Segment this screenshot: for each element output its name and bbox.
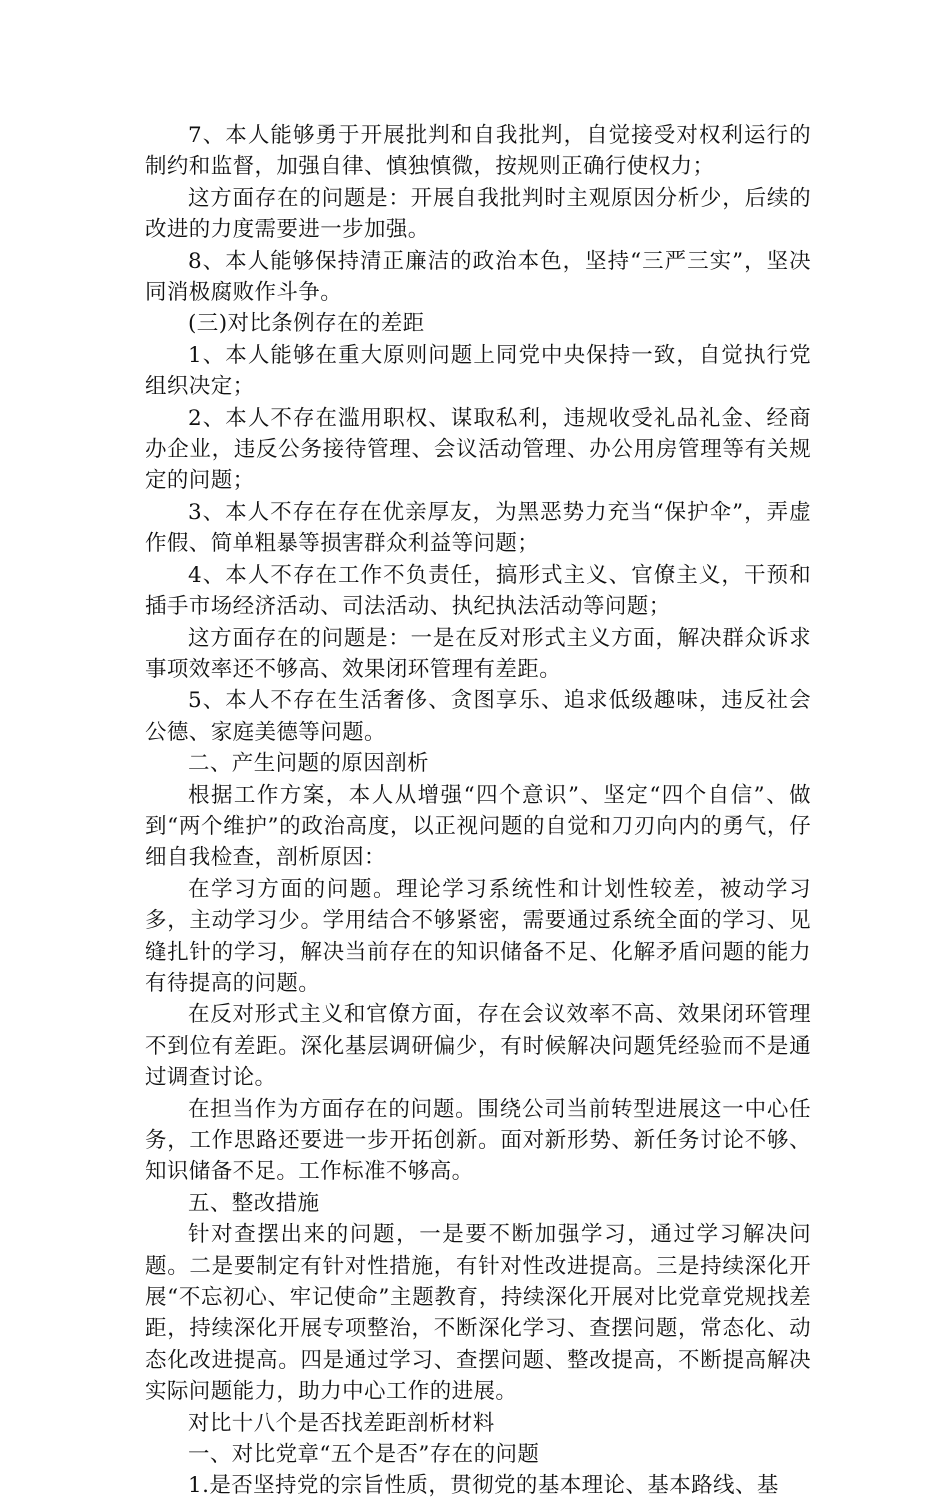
- document-subtitle-eighteen-checks: 对比十八个是否找差距剖析材料: [188, 1410, 495, 1436]
- document-body: [145, 120, 811, 1502]
- paragraph-item-4-formalism: 4、本人不存在工作不负责任，搞形式主义、官僚主义，干预和插手市场经济活动、司法活动、执纪执法活动等问题；: [145, 562, 811, 620]
- paragraph-item-8-integrity: 8、本人能够保持清正廉洁的政治本色，坚持“三严三实”，坚决同消极腐败作斗争。: [145, 248, 811, 306]
- paragraph-item-7-self-criticism: 7、本人能够勇于开展批判和自我批判，自觉接受对权利运行的制约和监督，加强自律、慎独慎微，按规则正确行使权力；: [145, 123, 811, 180]
- paragraph-cause-study: 在学习方面的问题。理论学习系统性和计划性较差，被动学习多，主动学习少。学用结合不够紧密，需要通过系统全面的学习、见缝扎针的学习，解决当前存在的知识储备不足、化解矛盾问题的能力有待提高的问题。: [145, 876, 811, 996]
- section-heading-party-constitution: 一、对比党章“五个是否”存在的问题: [188, 1442, 540, 1468]
- paragraph-item-3-favoritism: 3、本人不存在存在优亲厚友，为黑恶势力充当“保护伞”，弄虚作假、简单粗暴等损害群众利益等问题；: [145, 499, 811, 557]
- paragraph-cause-responsibility: 在担当作为方面存在的问题。围绕公司当前转型进展这一中心任务，工作思路还要进一步开拓创新。面对新形势、新任务讨论不够、知识储备不足。工作标准不够高。: [145, 1096, 811, 1185]
- paragraph-problem-self-criticism: 这方面存在的问题是：开展自我批判时主观原因分析少，后续的改进的力度需要进一步加强。: [145, 185, 811, 243]
- paragraph-item-5-lifestyle: 5、本人不存在生活奢侈、贪图享乐、追求低级趣味，违反社会公德、家庭美德等问题。: [145, 688, 811, 745]
- section-heading-cause-analysis: 二、产生问题的原因剖析: [188, 751, 429, 777]
- section-heading-regulations-gap: (三)对比条例存在的差距: [188, 311, 425, 337]
- paragraph-item-1-consistency: 1、本人能够在重大原则问题上同党中央保持一致，自觉执行党组织决定；: [145, 342, 811, 400]
- paragraph-cause-intro: 根据工作方案，本人从增强“四个意识”、坚定“四个自信”、做到“两个维护”的政治高度，以正视问题的自觉和刀刃向内的勇气，仔细自我检查，剖析原因：: [145, 782, 811, 871]
- section-heading-rectification: 五、整改措施: [188, 1190, 320, 1216]
- paragraph-rectification-measures: 针对查摆出来的问题，一是要不断加强学习，通过学习解决问题。二是要制定有针对性措施，有针对性改进提高。三是持续深化开展“不忘初心、牢记使命”主题教育，持续深化开展对比党章党规找差距，持续深化开展专项整治，不断深化学习、查摆问题，常态化、动态化改进提高。四是通过学习、查摆问题、整改提高，不断提高解决实际问题能力，助力中心工作的进展。: [145, 1222, 811, 1405]
- paragraph-item-2-abuse-of-power: 2、本人不存在滥用职权、谋取私利，违规收受礼品礼金、经商办企业，违反公务接待管理、会议活动管理、办公用房管理等有关规定的问题；: [145, 405, 811, 494]
- paragraph-problem-formalism: 这方面存在的问题是：一是在反对形式主义方面，解决群众诉求事项效率还不够高、效果闭环管理有差距。: [145, 625, 811, 682]
- paragraph-cause-formalism: 在反对形式主义和官僚方面，存在会议效率不高、效果闭环管理不到位有差距。深化基层调研偏少，有时候解决问题凭经验而不是通过调查讨论。: [145, 1002, 811, 1091]
- paragraph-check-item-1: 1.是否坚持党的宗旨性质，贯彻党的基本理论、基本路线、基: [188, 1473, 779, 1499]
